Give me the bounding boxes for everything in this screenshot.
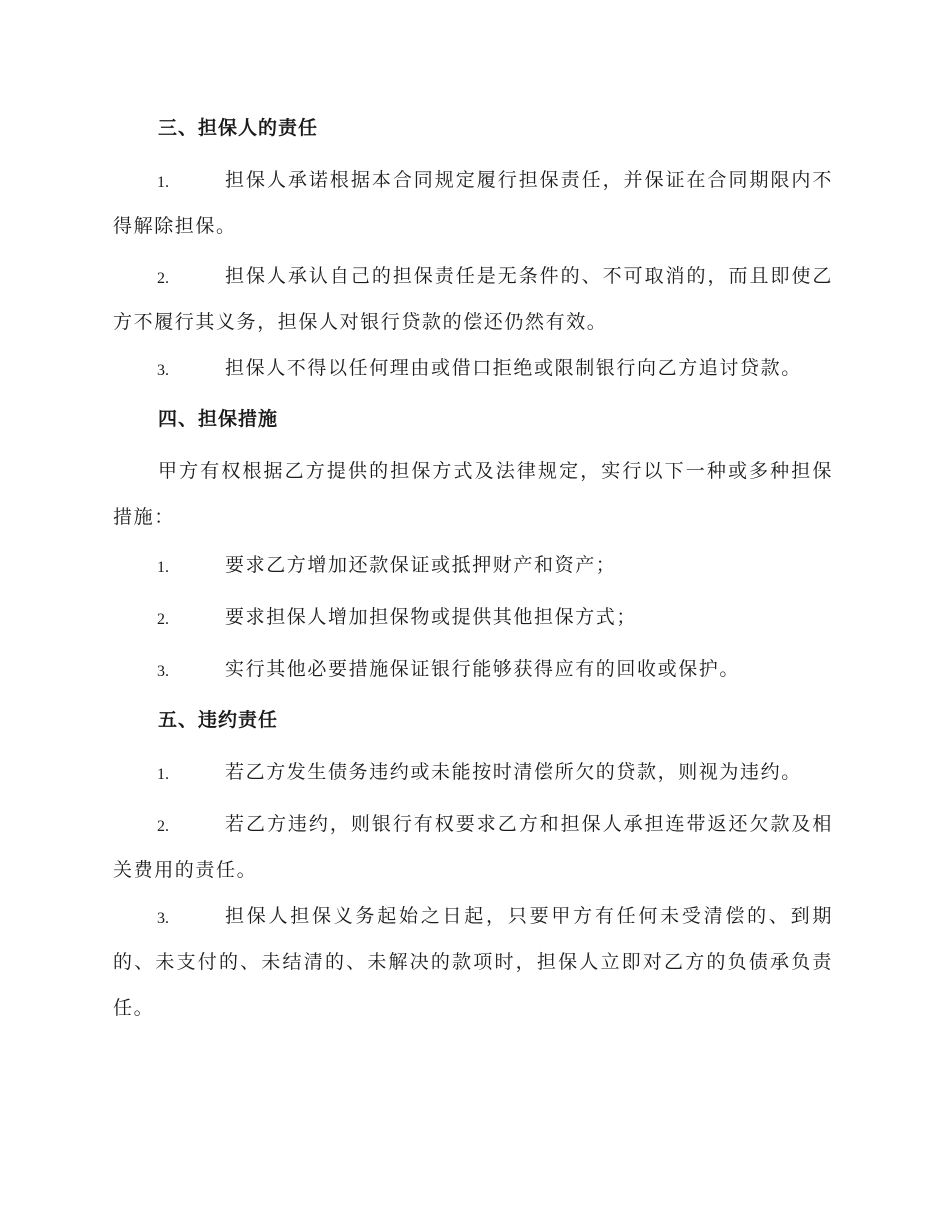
item-number: 2. <box>157 270 169 287</box>
item-number: 3. <box>157 362 169 379</box>
item-number: 1. <box>157 766 169 783</box>
list-item <box>113 904 833 1031</box>
list-item <box>113 605 833 640</box>
list-item <box>113 168 833 249</box>
section-heading-3: 三、担保人的责任 <box>158 117 319 139</box>
item-number: 2. <box>157 818 169 835</box>
list-item <box>113 356 833 391</box>
section-heading-5: 五、违约责任 <box>158 709 279 731</box>
item-text: 若乙方违约，则银行有权要求乙方和担保人承担连带返还欠款及相关费用的责任。 <box>113 813 833 881</box>
item-text: 担保人承认自己的担保责任是无条件的、不可取消的，而且即使乙方不履行其义务，担保人对银行贷款的偿还仍然有效。 <box>113 265 833 333</box>
item-number: 2. <box>157 611 169 628</box>
list-item <box>113 812 833 893</box>
item-number: 3. <box>157 910 169 927</box>
section-intro: 甲方有权根据乙方提供的担保方式及法律规定，实行以下一种或多种担保措施： <box>113 460 833 528</box>
list-item <box>113 264 833 345</box>
item-text: 实行其他必要措施保证银行能够获得应有的回收或保护。 <box>225 658 741 680</box>
item-text: 担保人不得以任何理由或借口拒绝或限制银行向乙方追讨贷款。 <box>225 357 802 379</box>
item-text: 要求担保人增加担保物或提供其他担保方式； <box>225 606 638 628</box>
item-number: 3. <box>157 663 169 680</box>
section-heading-4: 四、担保措施 <box>158 408 279 430</box>
item-text: 若乙方发生债务违约或未能按时清偿所欠的贷款，则视为违约。 <box>225 761 802 783</box>
item-number: 1. <box>157 559 169 576</box>
item-number: 1. <box>157 174 169 191</box>
list-item <box>113 760 833 795</box>
item-text: 担保人承诺根据本合同规定履行担保责任，并保证在合同期限内不得解除担保。 <box>113 169 833 237</box>
list-item <box>113 657 833 692</box>
list-item <box>113 553 833 588</box>
item-text: 担保人担保义务起始之日起，只要甲方有任何未受清偿的、到期的、未支付的、未结清的、未解决的款项时，担保人立即对乙方的负债承负责任。 <box>113 905 833 1019</box>
item-text: 要求乙方增加还款保证或抵押财产和资产； <box>225 554 617 576</box>
